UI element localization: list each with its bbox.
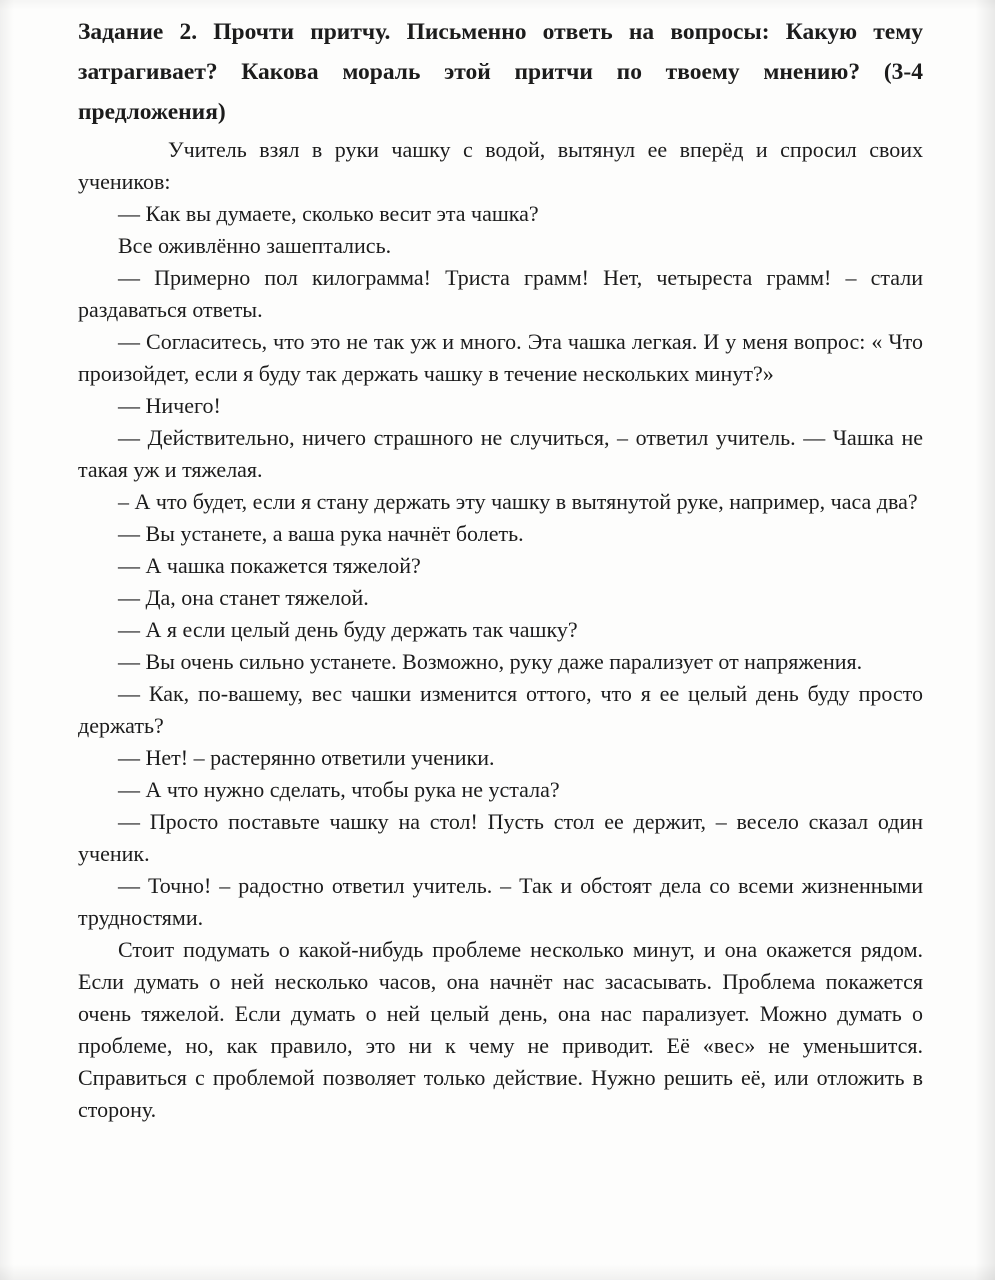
paragraph-dialogue-12: — Как, по-вашему, вес чашки изменится оттого, что я ее целый день буду просто держать?	[78, 681, 923, 738]
paragraph-intro: Учитель взял в руки чашку с водой, вытянул ее вперёд и спросил своих учеников:	[78, 137, 923, 194]
paragraph-dialogue-10: — А я если целый день буду держать так чашку?	[118, 617, 578, 642]
paragraph-dialogue-13: — Нет! – растерянно ответили ученики.	[118, 745, 495, 770]
paragraph-dialogue-6: – А что будет, если я стану держать эту чашку в вытянутой руке, например, часа два?	[118, 489, 918, 514]
paragraph-dialogue-5: — Действительно, ничего страшного не случиться, – ответил учитель. — Чашка не такая уж и тяжелая.	[78, 425, 923, 482]
task-heading: Задание 2. Прочти притчу. Письменно ответь на вопросы: Какую тему затрагивает? Какова мораль этой притчи по твоему мнению? (3-4 предложения)	[78, 19, 923, 125]
paragraph-dialogue-15: — Просто поставьте чашку на стол! Пусть стол ее держит, – весело сказал один ученик.	[78, 809, 923, 866]
paragraph-dialogue-8: — А чашка покажется тяжелой?	[118, 553, 421, 578]
paragraph-moral: Стоит подумать о какой-нибудь проблеме несколько минут, и она окажется рядом. Если думать о ней несколько часов, она начнёт нас засасывать. Проблема покажется очень тяжелой. Если думать о ней целый день, она нас парализует. Можно думать о проблеме, но, как правило, это ни к чему не приводит. Её «вес» не уменьшится. Справиться с проблемой позволяет только действие. Нужно решить её, или отложить в сторону.	[78, 937, 923, 1122]
paragraph-dialogue-16: — Точно! – радостно ответил учитель. – Так и обстоят дела со всеми жизненными трудностями.	[78, 873, 923, 930]
paragraph-dialogue-7: — Вы устанете, а ваша рука начнёт болеть.	[118, 521, 524, 546]
paragraph-dialogue-9: — Да, она станет тяжелой.	[118, 585, 369, 610]
paragraph-narration-1: Все оживлённо зашептались.	[118, 233, 392, 258]
paragraph-dialogue-11: — Вы очень сильно устанете. Возможно, руку даже парализует от напряжения.	[118, 649, 863, 674]
paragraph-dialogue-3: — Согласитесь, что это не так уж и много. Эта чашка легкая. И у меня вопрос: « Что произойдет, если я буду так держать чашку в течение нескольких минут?»	[78, 329, 923, 386]
paragraph-dialogue-2: — Примерно пол килограмма! Триста грамм! Нет, четыреста грамм! – стали раздаваться ответы.	[78, 265, 923, 322]
paragraph-dialogue-1: — Как вы думаете, сколько весит эта чашка?	[118, 201, 539, 226]
paragraph-dialogue-4: — Ничего!	[118, 393, 221, 418]
paragraph-dialogue-14: — А что нужно сделать, чтобы рука не устала?	[118, 777, 560, 802]
